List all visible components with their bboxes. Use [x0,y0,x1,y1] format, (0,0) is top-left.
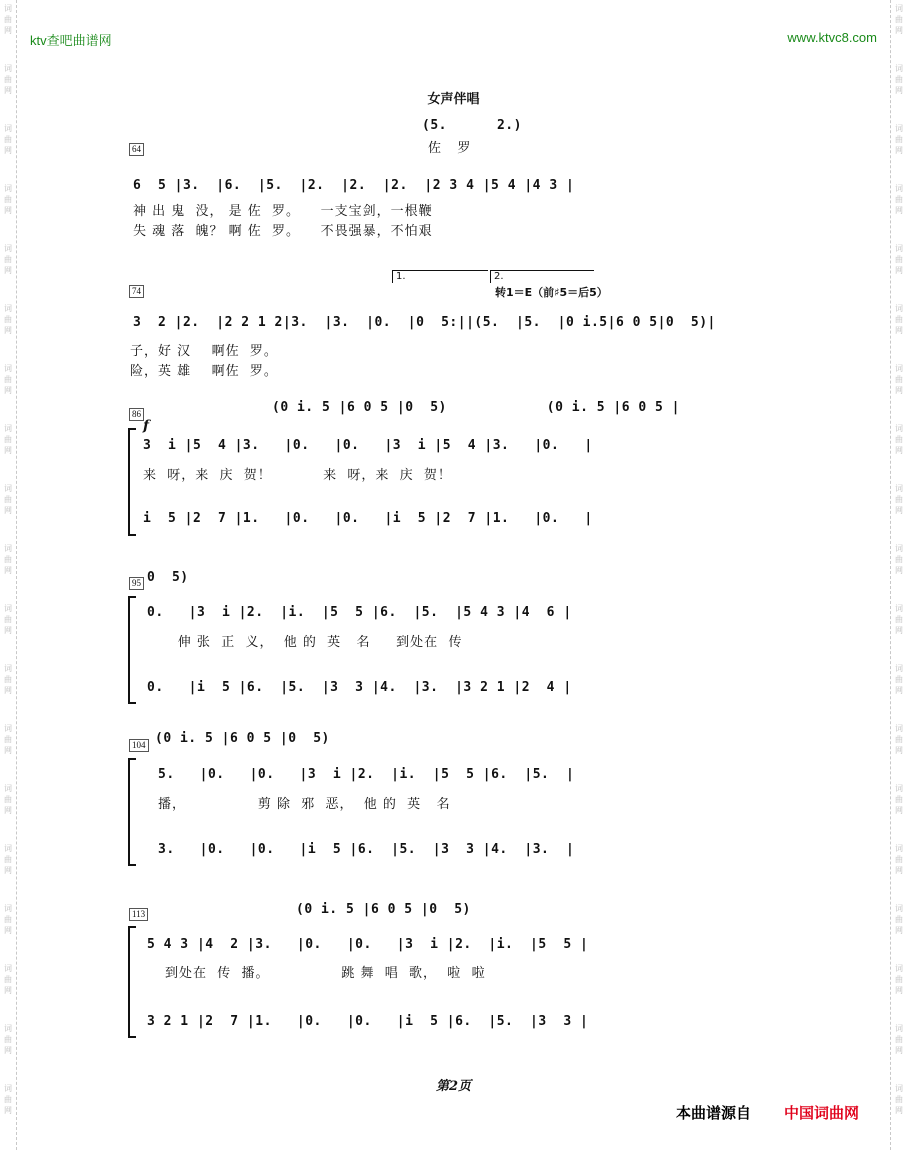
watermark-glyph: 曲 [4,435,12,444]
watermark-glyph: 网 [895,1046,903,1055]
watermark-glyph: 词 [895,844,903,853]
second-ending-bracket: 2. [490,270,594,283]
watermark-glyph: 曲 [895,855,903,864]
system-brace [128,926,136,1038]
lyrics-verse-2: 险，英 雄 啊佐 罗。 [130,364,278,379]
watermark-glyph: 曲 [895,135,903,144]
watermark-glyph: 曲 [895,1035,903,1044]
watermark-glyph: 网 [4,386,12,395]
watermark-glyph: 网 [4,626,12,635]
watermark-glyph: 曲 [895,975,903,984]
watermark-glyph: 词 [4,964,12,973]
upper-voice-line: 5 4 3 |4 2 |3. |0. |0. |3 i |2. |i. |5 5 | [147,937,589,952]
watermark-glyph: 词 [895,964,903,973]
watermark-glyph: 词 [4,1024,12,1033]
watermark-glyph: 曲 [895,195,903,204]
watermark-glyph: 网 [895,566,903,575]
measure-number: 74 [129,285,144,298]
melody-line: 3 2 |2. |2 2 1 2|3. |3. |0. |0 5:||(5. |5. |0 i.5|6 0 5|0 5)| [133,315,716,330]
watermark-glyph: 词 [4,424,12,433]
watermark-glyph: 曲 [895,735,903,744]
intro-notes: (5. 2.) [422,118,522,133]
watermark-glyph: 曲 [4,555,12,564]
lyrics-verse-1: 神 出 鬼 没， 是 佐 罗。 一支宝剑，一根鞭 [133,204,433,219]
watermark-glyph: 词 [895,184,903,193]
left-watermark-strip [0,0,17,1150]
watermark-glyph: 曲 [895,255,903,264]
watermark-glyph: 曲 [895,795,903,804]
watermark-glyph: 网 [4,566,12,575]
watermark-glyph: 曲 [4,495,12,504]
watermark-glyph: 曲 [895,15,903,24]
watermark-glyph: 曲 [4,855,12,864]
watermark-glyph: 曲 [895,435,903,444]
watermark-glyph: 网 [895,686,903,695]
intro-lyrics: 佐 罗 [428,141,472,156]
key-change-marking: 转1＝E（前♯5＝后5） [495,286,608,299]
watermark-glyph: 网 [895,386,903,395]
watermark-glyph: 曲 [4,135,12,144]
watermark-glyph: 词 [4,844,12,853]
watermark-glyph: 曲 [4,735,12,744]
watermark-glyph: 网 [895,326,903,335]
watermark-glyph: 曲 [895,375,903,384]
watermark-glyph: 网 [895,746,903,755]
lyrics-verse-1: 子，好 汉 啊佐 罗。 [130,344,278,359]
watermark-glyph: 曲 [4,195,12,204]
watermark-glyph: 词 [4,304,12,313]
site-name-left[interactable]: ktv查吧曲谱网 [30,33,112,48]
watermark-glyph: 词 [895,4,903,13]
watermark-glyph: 曲 [4,1095,12,1104]
score-title: 女声伴唱 [427,92,480,107]
watermark-glyph: 词 [895,544,903,553]
watermark-glyph: 曲 [895,555,903,564]
watermark-glyph: 曲 [4,975,12,984]
watermark-glyph: 词 [895,304,903,313]
right-watermark-strip [890,0,907,1150]
watermark-glyph: 曲 [4,1035,12,1044]
watermark-glyph: 曲 [4,615,12,624]
watermark-glyph: 曲 [4,915,12,924]
watermark-glyph: 网 [4,926,12,935]
watermark-glyph: 词 [895,124,903,133]
watermark-glyph: 词 [4,184,12,193]
watermark-glyph: 词 [895,784,903,793]
watermark-glyph: 网 [895,86,903,95]
watermark-glyph: 词 [895,664,903,673]
watermark-glyph: 曲 [895,75,903,84]
watermark-glyph: 曲 [895,1095,903,1104]
watermark-glyph: 网 [895,506,903,515]
watermark-glyph: 词 [4,64,12,73]
watermark-glyph: 曲 [4,375,12,384]
watermark-glyph: 网 [4,206,12,215]
watermark-glyph: 网 [895,926,903,935]
upper-voice-lyrics: 播， 剪 除 邪 恶， 他 的 英 名 [158,797,451,812]
system-brace [128,758,136,866]
watermark-glyph: 网 [4,506,12,515]
watermark-glyph: 曲 [4,15,12,24]
accompaniment-line: 0 5) [147,570,189,585]
footer-source-label: 本曲谱源自 [676,1104,752,1122]
watermark-glyph: 网 [4,146,12,155]
measure-number: 86 [129,408,144,421]
measure-number: 95 [129,577,144,590]
watermark-glyph: 曲 [4,75,12,84]
watermark-glyph: 网 [4,866,12,875]
watermark-glyph: 词 [4,664,12,673]
watermark-glyph: 网 [895,626,903,635]
watermark-glyph: 网 [895,806,903,815]
measure-number: 104 [129,739,149,752]
watermark-glyph: 词 [895,484,903,493]
watermark-glyph: 网 [4,1046,12,1055]
measure-number: 113 [129,908,148,921]
upper-voice-line: 5. |0. |0. |3 i |2. |i. |5 5 |6. |5. | [158,767,575,782]
watermark-glyph: 词 [4,1084,12,1093]
lower-voice-line: 3. |0. |0. |i 5 |6. |5. |3 3 |4. |3. | [158,842,575,857]
watermark-glyph: 词 [895,364,903,373]
watermark-glyph: 网 [4,986,12,995]
watermark-glyph: 网 [895,266,903,275]
watermark-glyph: 词 [4,724,12,733]
watermark-glyph: 网 [4,86,12,95]
watermark-glyph: 词 [4,904,12,913]
watermark-glyph: 曲 [895,915,903,924]
watermark-glyph: 词 [4,364,12,373]
lower-voice-line: 3 2 1 |2 7 |1. |0. |0. |i 5 |6. |5. |3 3 | [147,1014,589,1029]
watermark-glyph: 网 [895,866,903,875]
watermark-glyph: 词 [895,904,903,913]
accompaniment-line: (0 i. 5 |6 0 5 |0 5) [296,902,471,917]
first-ending-bracket: 1. [392,270,488,283]
watermark-glyph: 词 [895,64,903,73]
watermark-glyph: 网 [895,1106,903,1115]
upper-voice-lyrics: 来 呀，来 庆 贺！ 来 呀，来 庆 贺！ [143,468,452,483]
watermark-glyph: 词 [895,1084,903,1093]
lower-voice-line: i 5 |2 7 |1. |0. |0. |i 5 |2 7 |1. |0. | [143,511,593,526]
dynamic-forte: f [143,418,150,434]
watermark-glyph: 词 [895,724,903,733]
watermark-glyph: 网 [895,26,903,35]
watermark-glyph: 词 [4,244,12,253]
watermark-glyph: 网 [4,806,12,815]
upper-voice-lyrics: 伸 张 正 义， 他 的 英 名 到处在 传 [147,635,463,650]
watermark-glyph: 网 [4,26,12,35]
system-brace [128,596,136,704]
watermark-glyph: 曲 [4,255,12,264]
watermark-glyph: 曲 [4,795,12,804]
watermark-glyph: 网 [4,686,12,695]
accompaniment-line: (0 i. 5 |6 0 5 |0 5) (0 i. 5 |6 0 5 | [272,400,681,415]
lyrics-verse-2: 失 魂 落 魄？ 啊 佐 罗。 不畏强暴，不怕艰 [133,224,433,239]
site-url-right[interactable]: www.ktvc8.com [787,30,877,45]
footer-site-link[interactable]: 中国词曲网 [784,1104,860,1122]
page-number: 第2页 [435,1079,472,1094]
watermark-glyph: 词 [4,124,12,133]
watermark-glyph: 网 [4,266,12,275]
watermark-glyph: 词 [895,244,903,253]
upper-voice-line: 0. |3 i |2. |i. |5 5 |6. |5. |5 4 3 |4 6 | [147,605,572,620]
watermark-glyph: 网 [895,206,903,215]
system-brace [128,428,136,536]
watermark-glyph: 曲 [895,495,903,504]
watermark-glyph: 网 [895,146,903,155]
watermark-glyph: 网 [895,446,903,455]
lower-voice-line: 0. |i 5 |6. |5. |3 3 |4. |3. |3 2 1 |2 4 | [147,680,572,695]
watermark-glyph: 网 [895,986,903,995]
upper-voice-lyrics: 到处在 传 播。 跳 舞 唱 歌， 啦 啦 [165,966,486,981]
watermark-glyph: 词 [4,784,12,793]
melody-line: 6 5 |3. |6. |5. |2. |2. |2. |2 3 4 |5 4 |4 3 | [133,178,575,193]
watermark-glyph: 网 [4,1106,12,1115]
measure-number: 64 [129,143,144,156]
watermark-glyph: 曲 [4,315,12,324]
watermark-glyph: 词 [895,1024,903,1033]
watermark-glyph: 词 [4,604,12,613]
watermark-glyph: 词 [895,424,903,433]
upper-voice-line: 3 i |5 4 |3. |0. |0. |3 i |5 4 |3. |0. | [143,438,593,453]
watermark-glyph: 词 [895,604,903,613]
watermark-glyph: 词 [4,544,12,553]
watermark-glyph: 词 [4,484,12,493]
watermark-glyph: 曲 [895,615,903,624]
watermark-glyph: 曲 [895,675,903,684]
watermark-glyph: 词 [4,4,12,13]
accompaniment-line: (0 i. 5 |6 0 5 |0 5) [155,731,330,746]
watermark-glyph: 网 [4,746,12,755]
watermark-glyph: 网 [4,446,12,455]
watermark-glyph: 网 [4,326,12,335]
watermark-glyph: 曲 [4,675,12,684]
watermark-glyph: 曲 [895,315,903,324]
